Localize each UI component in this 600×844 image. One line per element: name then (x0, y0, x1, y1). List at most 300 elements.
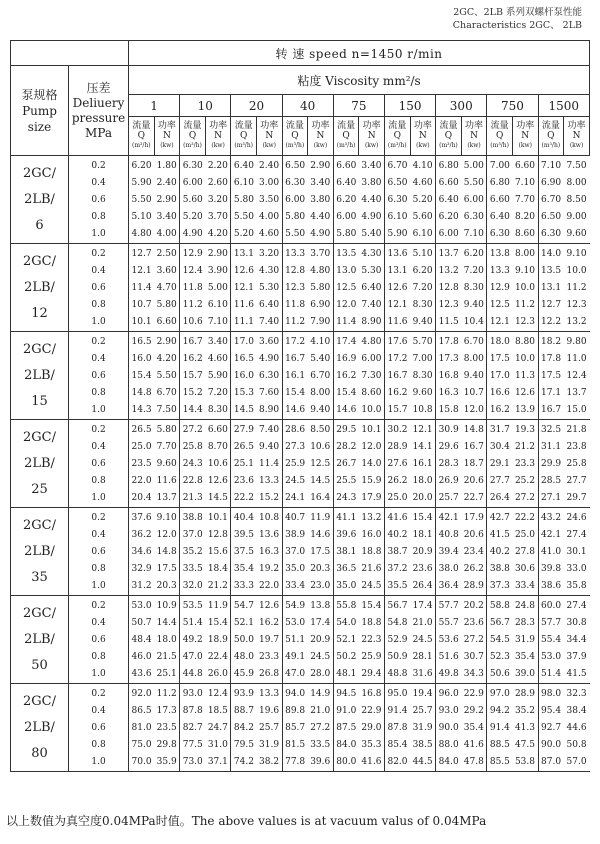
power-cell: 10.0 (566, 266, 587, 276)
flow-unit-line: Q (188, 131, 197, 141)
power-cell: 14.0 (361, 459, 382, 469)
power-unit-line: 功率 (362, 121, 381, 131)
flow-cell: 56.7 (487, 615, 513, 632)
flow-cell: 5.20 (180, 209, 206, 226)
flow-cell: 5.50 (282, 226, 308, 244)
power-cell: 38.5 (412, 740, 433, 750)
power-cell: 25.7 (412, 706, 433, 716)
power-cell: 18.4 (207, 564, 228, 574)
pressure-value: 1.0 (69, 666, 129, 684)
flow-cell: 96.0 (436, 684, 462, 704)
power-cell: 20.9 (310, 635, 331, 645)
power-cell: 6.10 (410, 226, 436, 244)
flow-cell: 16.2 (333, 368, 359, 385)
power-cell: 14.1 (412, 442, 433, 452)
flow-cell: 6.40 (333, 175, 359, 192)
flow-cell: 29.1 (487, 456, 513, 473)
power-cell: 33.4 (512, 578, 538, 596)
flow-cell: 6.00 (436, 226, 462, 244)
power-cell: 23.6 (463, 618, 484, 628)
flow-cell: 48.1 (333, 666, 359, 684)
power-cell: 39.6 (308, 754, 334, 772)
flow-cell: 6.00 (282, 192, 308, 209)
power-cell: 7.60 (259, 388, 280, 398)
power-cell: 9.60 (412, 388, 433, 398)
flow-cell: 16.2 (180, 351, 206, 368)
power-cell: 2.90 (156, 195, 177, 205)
flow-cell: 58.8 (487, 596, 513, 616)
power-cell: 16.4 (308, 490, 334, 508)
power-cell: 7.40 (257, 314, 283, 332)
table-row (11, 720, 590, 737)
pump-model-line: 80 (31, 745, 48, 761)
flow-cell: 48.4 (129, 632, 155, 649)
flow-cell: 13.2 (436, 263, 462, 280)
power-cell: 50.8 (566, 740, 587, 750)
power-cell: 11.6 (156, 476, 177, 486)
flow-cell: 6.50 (282, 156, 308, 176)
pressure-en1: Deliuery (72, 95, 125, 110)
flow-cell: 15.7 (384, 402, 410, 420)
flow-cell: 48.0 (231, 649, 257, 666)
flow-cell: 16.5 (231, 351, 257, 368)
flow-cell: 12.1 (384, 297, 410, 314)
power-unit-line: 功率 (260, 121, 279, 131)
power-cell: 13.2 (361, 513, 382, 523)
power-cell: 8.60 (361, 388, 382, 398)
power-cell: 8.30 (205, 402, 231, 420)
power-cell: 8.30 (412, 371, 433, 381)
flow-cell: 14.8 (129, 385, 155, 402)
pressure-header (69, 66, 129, 156)
flow-cell: 11.1 (231, 314, 257, 332)
flow-cell: 49.8 (436, 666, 462, 684)
flow-unit-header (231, 117, 257, 156)
flow-cell: 17.0 (231, 332, 257, 352)
flow-cell: 31.7 (487, 420, 513, 440)
power-cell: 3.20 (207, 195, 228, 205)
flow-cell: 40.7 (282, 508, 308, 528)
power-cell: 5.00 (463, 161, 484, 171)
power-cell: 13.3 (259, 476, 280, 486)
pump-model-name (11, 420, 69, 508)
flow-cell: 12.4 (180, 263, 206, 280)
power-cell: 33.0 (566, 564, 587, 574)
flow-cell: 56.7 (384, 596, 410, 616)
flow-unit-measure: (m³/h) (336, 142, 356, 149)
pump-model-line: 2GC/ (23, 517, 56, 533)
pump-model-line: 15 (31, 393, 48, 409)
pressure-value: 0.8 (91, 740, 106, 750)
power-cell: 16.2 (259, 618, 280, 628)
pump-model-line: 2LB/ (24, 719, 55, 735)
power-cell: 2.50 (156, 249, 177, 259)
power-cell: 31.9 (412, 723, 433, 733)
flow-cell: 16.6 (487, 385, 513, 402)
power-cell: 7.00 (412, 354, 433, 364)
flow-cell: 35.4 (231, 561, 257, 578)
pump-model-line: 50 (31, 657, 48, 673)
flow-cell: 40.2 (487, 544, 513, 561)
flow-cell: 38.1 (333, 544, 359, 561)
flow-cell: 16.7 (384, 368, 410, 385)
flow-cell: 90.0 (436, 720, 462, 737)
flow-cell: 12.6 (384, 280, 410, 297)
flow-cell: 12.8 (282, 263, 308, 280)
power-cell: 7.30 (361, 371, 382, 381)
flow-cell: 23.6 (231, 473, 257, 490)
power-cell: 10.7 (463, 388, 484, 398)
flow-cell: 14.6 (333, 402, 359, 420)
pressure-en2: pressure (71, 110, 126, 125)
table-row (11, 527, 590, 544)
power-cell: 15.6 (207, 547, 228, 557)
flow-cell: 31.2 (129, 578, 155, 596)
flow-cell: 14.5 (231, 402, 257, 420)
power-cell: 6.70 (310, 371, 331, 381)
flow-cell: 40.4 (231, 508, 257, 528)
pump-model-line: 6 (35, 217, 44, 233)
flow-cell: 5.50 (231, 209, 257, 226)
flow-cell: 21.3 (180, 490, 206, 508)
flow-cell: 49.2 (180, 632, 206, 649)
flow-cell: 35.0 (333, 578, 359, 596)
flow-cell: 17.3 (436, 351, 462, 368)
flow-cell: 6.60 (487, 192, 513, 209)
pressure-value: 1.0 (69, 490, 129, 508)
pump-model-name (11, 332, 69, 420)
power-cell: 5.80 (156, 425, 177, 435)
power-cell: 21.2 (205, 578, 231, 596)
flow-cell: 26.4 (487, 490, 513, 508)
power-cell: 6.10 (207, 300, 228, 310)
power-cell: 53.8 (512, 754, 538, 772)
power-cell: 10.8 (410, 402, 436, 420)
flow-cell: 13.5 (333, 244, 359, 264)
power-cell: 17.9 (463, 513, 484, 523)
flow-unit-line: Q (240, 131, 248, 141)
power-cell: 8.30 (412, 300, 433, 310)
power-cell: 23.4 (463, 547, 484, 557)
power-cell: 13.6 (259, 530, 280, 540)
power-cell: 9.10 (566, 249, 587, 259)
table-row (11, 544, 590, 561)
table-row (11, 226, 590, 244)
flow-unit-header (487, 117, 513, 156)
power-cell: 12.4 (566, 371, 587, 381)
power-unit-line: N (572, 131, 581, 141)
power-cell: 41.3 (514, 723, 535, 733)
header-title-en: Characteristics 2GC、 2LB (452, 20, 582, 31)
power-cell: 12.0 (156, 530, 177, 540)
flow-cell: 12.1 (487, 314, 513, 332)
power-cell: 9.10 (156, 513, 177, 523)
power-cell: 4.90 (259, 354, 280, 364)
flow-cell: 24.1 (282, 490, 308, 508)
flow-cell: 13.0 (333, 263, 359, 280)
viscosity-value: 750 (487, 95, 538, 117)
flow-cell: 88.5 (487, 737, 513, 754)
speed-label: 转 速 speed n=1450 r/min (129, 41, 590, 66)
pressure-value: 1.0 (69, 754, 129, 772)
pump-model-line: 2LB/ (24, 631, 55, 647)
pressure-value: 0.2 (91, 249, 106, 259)
power-cell: 13.7 (566, 388, 587, 398)
power-cell: 1.80 (156, 161, 177, 171)
table-row (11, 368, 590, 385)
flow-unit-line: Q (137, 131, 146, 141)
flow-cell: 28.3 (436, 456, 462, 473)
flow-cell: 95.4 (538, 703, 564, 720)
power-unit-line: N (418, 131, 427, 141)
flow-cell: 97.0 (487, 684, 513, 704)
power-cell: 4.90 (308, 226, 334, 244)
flow-cell: 85.4 (384, 737, 410, 754)
flow-cell: 16.2 (487, 402, 513, 420)
flow-cell: 55.7 (436, 615, 462, 632)
flow-cell: 12.9 (180, 244, 206, 264)
power-unit-measure: (kw) (262, 142, 277, 149)
power-cell: 14.8 (156, 547, 177, 557)
power-unit-line: 功率 (157, 121, 176, 131)
power-cell: 4.80 (310, 266, 331, 276)
power-cell: 5.40 (359, 226, 385, 244)
flow-cell: 34.6 (129, 544, 155, 561)
viscosity-value: 300 (436, 95, 487, 117)
flow-cell: 12.3 (436, 297, 462, 314)
pump-size-en2: size (27, 119, 52, 134)
power-cell: 13.3 (259, 689, 280, 699)
power-cell: 10.9 (156, 601, 177, 611)
flow-cell: 50.9 (384, 649, 410, 666)
power-cell: 25.2 (514, 476, 535, 486)
flow-cell: 38.8 (180, 508, 206, 528)
power-unit-line: 功率 (516, 121, 535, 131)
flow-cell: 6.30 (384, 192, 410, 209)
flow-unit-measure: (m³/h) (285, 142, 305, 149)
flow-unit-line: 流量 (337, 121, 356, 131)
flow-cell: 23.5 (129, 456, 155, 473)
flow-cell: 6.60 (436, 175, 462, 192)
pressure-value: 0.8 (91, 300, 106, 310)
power-cell: 6.20 (463, 249, 484, 259)
flow-cell: 16.7 (282, 351, 308, 368)
power-cell: 11.2 (566, 283, 587, 293)
flow-cell: 81.5 (282, 737, 308, 754)
viscosity-value: 1500 (538, 95, 589, 117)
power-cell: 27.8 (514, 547, 535, 557)
power-cell: 3.20 (259, 249, 280, 259)
table-row (11, 703, 590, 720)
flow-cell: 17.1 (538, 385, 564, 402)
flow-cell: 15.4 (129, 368, 155, 385)
flow-cell: 54.9 (282, 596, 308, 616)
power-cell: 22.4 (207, 652, 228, 662)
power-cell: 21.6 (361, 564, 382, 574)
table-row (11, 402, 590, 420)
flow-unit-measure: (m³/h) (387, 142, 407, 149)
power-cell: 38.2 (257, 754, 283, 772)
flow-cell: 16.8 (436, 368, 462, 385)
pressure-value: 1.0 (69, 578, 129, 596)
power-unit-header (308, 117, 334, 156)
flow-cell: 17.8 (538, 351, 564, 368)
power-cell: 34.4 (566, 635, 587, 645)
flow-cell: 82.0 (384, 754, 410, 772)
power-cell: 6.40 (361, 283, 382, 293)
flow-cell: 30.4 (487, 439, 513, 456)
flow-cell: 42.1 (538, 527, 564, 544)
power-cell: 10.0 (359, 402, 385, 420)
power-cell: 3.70 (310, 249, 331, 259)
flow-cell: 60.0 (538, 596, 564, 616)
power-cell: 4.80 (361, 337, 382, 347)
flow-cell: 16.0 (231, 368, 257, 385)
flow-cell: 35.0 (282, 561, 308, 578)
power-cell: 28.9 (514, 689, 535, 699)
flow-cell: 75.0 (129, 737, 155, 754)
power-cell: 17.4 (310, 618, 331, 628)
power-cell: 11.2 (514, 300, 535, 310)
table-row (11, 649, 590, 666)
power-cell: 19.4 (412, 689, 433, 699)
power-cell: 4.40 (361, 195, 382, 205)
flow-cell: 6.70 (538, 192, 564, 209)
flow-cell: 15.4 (282, 385, 308, 402)
pressure-value: 0.2 (91, 689, 106, 699)
flow-cell: 93.0 (180, 684, 206, 704)
flow-cell: 95.0 (384, 684, 410, 704)
power-cell: 26.8 (257, 666, 283, 684)
power-cell: 9.00 (566, 212, 587, 222)
power-cell: 8.80 (514, 337, 535, 347)
flow-cell: 11.8 (282, 297, 308, 314)
power-cell: 14.5 (205, 490, 231, 508)
power-cell: 13.7 (154, 490, 180, 508)
power-cell: 12.0 (461, 402, 487, 420)
table-row (11, 473, 590, 490)
flow-cell: 93.9 (231, 684, 257, 704)
power-cell: 7.40 (259, 425, 280, 435)
power-cell: 7.70 (514, 195, 535, 205)
power-cell: 47.8 (461, 754, 487, 772)
power-cell: 7.50 (154, 402, 180, 420)
power-cell: 8.90 (257, 402, 283, 420)
corner-cell (11, 41, 129, 66)
flow-cell: 84.0 (436, 754, 462, 772)
table-row (11, 490, 590, 508)
flow-cell: 43.2 (538, 508, 564, 528)
flow-cell: 7.00 (487, 156, 513, 176)
flow-cell: 12.1 (231, 280, 257, 297)
flow-cell: 92.0 (129, 684, 155, 704)
flow-cell: 14.0 (538, 244, 564, 264)
flow-cell: 30.9 (436, 420, 462, 440)
power-cell: 3.70 (207, 212, 228, 222)
power-cell: 41.5 (564, 666, 590, 684)
power-cell: 7.10 (205, 314, 231, 332)
flow-cell: 54.8 (384, 615, 410, 632)
power-cell: 6.60 (154, 314, 180, 332)
power-cell: 14.4 (156, 618, 177, 628)
power-cell: 39.0 (512, 666, 538, 684)
flow-cell: 11.8 (180, 280, 206, 297)
pump-model-name (11, 596, 69, 684)
flow-unit-line: Q (495, 131, 504, 141)
power-cell: 26.2 (463, 564, 484, 574)
power-cell: 4.20 (156, 354, 177, 364)
flow-cell: 17.5 (538, 368, 564, 385)
flow-cell: 15.8 (436, 402, 462, 420)
page-header (453, 6, 582, 32)
power-cell: 30.8 (566, 618, 587, 628)
power-cell: 18.9 (207, 635, 228, 645)
power-cell: 31.9 (514, 635, 535, 645)
flow-cell: 89.8 (282, 703, 308, 720)
pressure-value: 0.4 (91, 178, 106, 188)
power-cell: 20.6 (463, 476, 484, 486)
power-cell: 9.40 (410, 314, 436, 332)
power-cell: 9.10 (514, 266, 535, 276)
flow-cell: 27.7 (487, 473, 513, 490)
flow-cell: 26.2 (384, 473, 410, 490)
flow-cell: 30.2 (384, 420, 410, 440)
flow-unit-line: 流量 (388, 121, 407, 131)
power-cell: 2.20 (207, 161, 228, 171)
flow-cell: 45.9 (231, 666, 257, 684)
power-cell: 29.8 (156, 740, 177, 750)
pump-model-line: 35 (31, 569, 48, 585)
power-unit-measure: (kw) (160, 142, 174, 149)
pressure-value: 0.2 (91, 425, 106, 435)
table-row (11, 754, 590, 772)
pressure-value: 0.6 (91, 459, 106, 469)
power-unit-header (154, 117, 180, 156)
power-cell: 16.7 (463, 442, 484, 452)
power-cell: 4.10 (412, 161, 433, 171)
power-cell: 6.00 (463, 195, 484, 205)
flow-cell: 6.30 (282, 175, 308, 192)
flow-unit-line: 流量 (541, 121, 560, 131)
power-cell: 24.5 (310, 652, 331, 662)
power-cell: 8.00 (463, 354, 484, 364)
flow-cell: 27.3 (282, 439, 308, 456)
flow-unit-line: 流量 (490, 121, 509, 131)
power-cell: 9.40 (463, 371, 484, 381)
flow-cell: 42.1 (436, 508, 462, 528)
flow-cell: 14.4 (180, 402, 206, 420)
flow-unit-line: Q (342, 131, 350, 141)
power-cell: 16.3 (259, 547, 280, 557)
flow-cell: 25.7 (436, 490, 462, 508)
flow-cell: 5.80 (333, 226, 359, 244)
flow-cell: 44.8 (180, 666, 206, 684)
pump-model-name (11, 684, 69, 772)
flow-cell: 14.3 (129, 402, 155, 420)
flow-cell: 17.6 (384, 332, 410, 352)
flow-cell: 81.0 (129, 720, 155, 737)
flow-cell: 38.9 (282, 527, 308, 544)
flow-cell: 24.3 (333, 490, 359, 508)
flow-cell: 25.0 (384, 490, 410, 508)
flow-cell: 17.0 (487, 368, 513, 385)
flow-cell: 33.5 (180, 561, 206, 578)
flow-cell: 55.4 (538, 632, 564, 649)
flow-cell: 12.9 (487, 280, 513, 297)
flow-cell: 91.0 (333, 703, 359, 720)
flow-cell: 94.0 (282, 684, 308, 704)
pump-model-name (11, 508, 69, 596)
